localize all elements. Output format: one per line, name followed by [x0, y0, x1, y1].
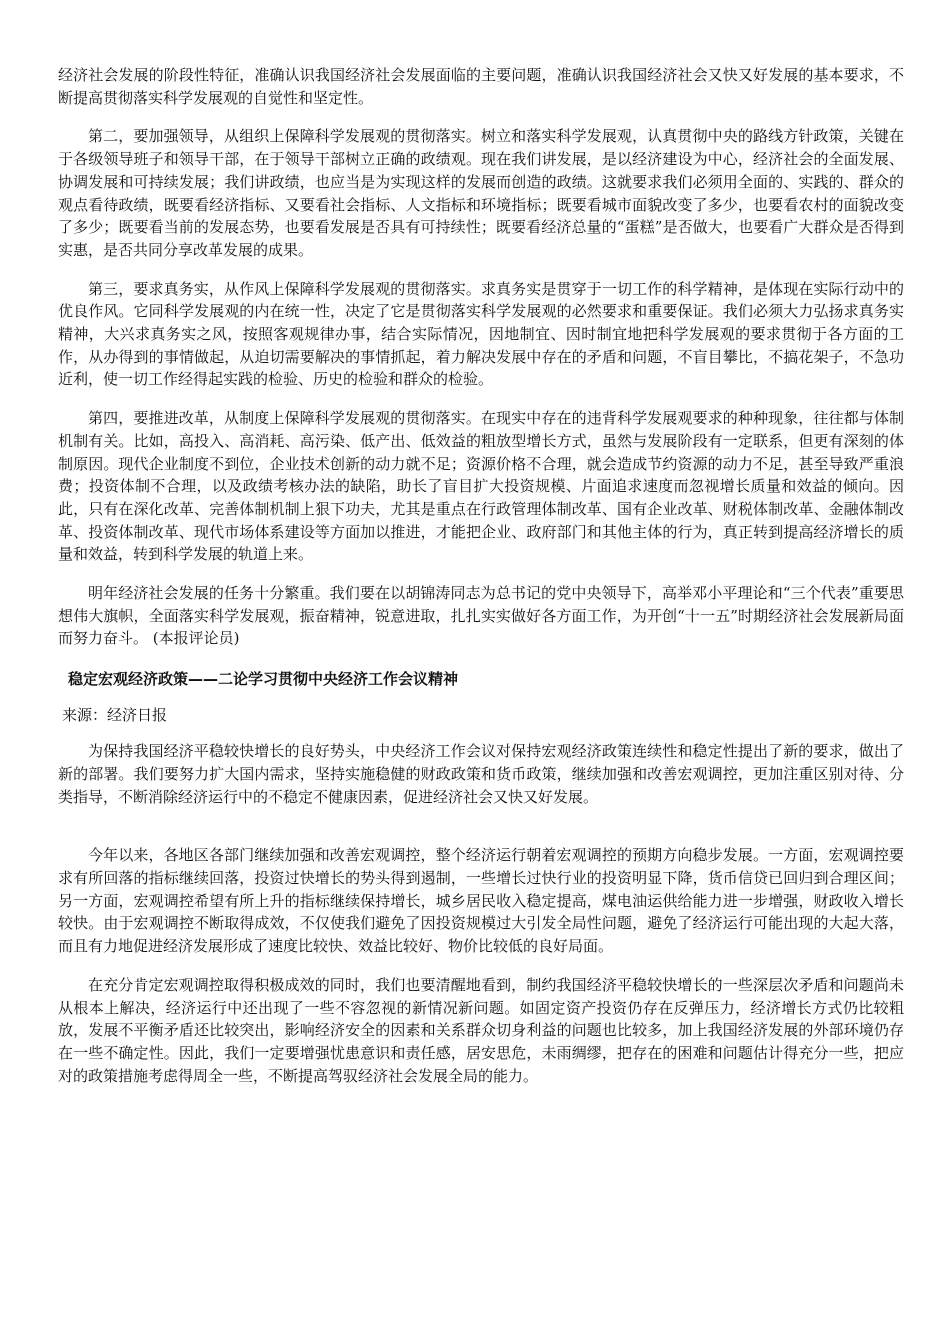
article1-paragraph-continued: 经济社会发展的阶段性特征，准确认识我国经济社会发展面临的主要问题，准确认识我国经济社会又快又好发展的基本要求，不断提高贯彻落实科学发展观的自觉性和坚定性。: [58, 66, 904, 107]
article1-paragraph-third: 第三，要求真务实，从作风上保障科学发展观的贯彻落实。求真务实是贯穿于一切工作的科学精神，是体现在实际行动中的优良作风。它同科学发展观的内在统一性，决定了它是贯彻落实科学发展观的必然要求和重要保证。我们必须大力弘扬求真务实精神，大兴求真务实之风，按照客观规律办事，结合实际情况，因地制宜、因时制宜地把科学发展观的要求贯彻于各方面的工作，从办得到的事情做起，从迫切需要解决的事情抓起，着力解决发展中存在的矛盾和问题，不盲目攀比，不搞花架子，不急功近利，使一切工作经得起实践的检验、历史的检验和群众的检验。: [58, 279, 904, 389]
article1-paragraph-conclusion: 明年经济社会发展的任务十分繁重。我们要在以胡锦涛同志为总书记的党中央领导下，高举邓小平理论和“三个代表”重要思想伟大旗帜，全面落实科学发展观，振奋精神，锐意进取，扎扎实实做好各方面工作，为开创“十一五”时期经济社会发展新局面而努力奋斗。 (本报评论员): [58, 584, 904, 648]
article2-source: 来源：经济日报: [62, 706, 168, 725]
article1-paragraph-second: 第二，要加强领导，从组织上保障科学发展观的贯彻落实。树立和落实科学发展观，认真贯彻中央的路线方针政策，关键在于各级领导班子和领导干部，在于领导干部树立正确的政绩观。现在我们讲发展，是以经济建设为中心，经济社会的全面发展、协调发展和可持续发展；我们讲政绩，也应当是为实现这样的发展而创造的政绩。这就要求我们必须用全面的、实践的、群众的观点看待政绩，既要看经济指标、又要看社会指标、人文指标和环境指标；既要看城市面貌改变了多少，也要看农村的面貌改变了多少；既要看当前的发展态势，也要看发展是否具有可持续性；既要看经济总量的“蛋糕”是否做大，也要看广大群众是否得到实惠，是否共同分享改革发展的成果。: [58, 127, 904, 259]
article2-paragraph-progress: 今年以来，各地区各部门继续加强和改善宏观调控，整个经济运行朝着宏观调控的预期方向稳步发展。一方面，宏观调控要求有所回落的指标继续回落，投资过快增长的势头得到遏制，一些增长过快行业的投资明显下降，货币信贷已回归到合理区间；另一方面，宏观调控希望有所上升的指标继续保持增长，城乡居民收入稳定提高，煤电油运供给能力进一步增强，财政收入增长较快。由于宏观调控不断取得成效，不仅使我们避免了因投资规模过大引发全局性问题，避免了经济运行可能出现的大起大落，而且有力地促进经济发展形成了速度比较快、效益比较好、物价比较低的良好局面。: [58, 846, 904, 956]
article1-paragraph-fourth: 第四，要推进改革，从制度上保障科学发展观的贯彻落实。在现实中存在的违背科学发展观要求的种种现象，往往都与体制机制有关。比如，高投入、高消耗、高污染、低产出、低效益的粗放型增长方式，虽然与发展阶段有一定联系，但更有深刻的体制原因。现代企业制度不到位，企业技术创新的动力就不足；资源价格不合理，就会造成节约资源的动力不足，甚至导致严重浪费；投资体制不合理，以及政绩考核办法的缺陷，助长了盲目扩大投资规模、片面追求速度而忽视增长质量和效益的倾向。因此，只有在深化改革、完善体制机制上狠下功夫，尤其是重点在行政管理体制改革、国有企业改革、财税体制改革、金融体制改革、投资体制改革、现代市场体系建设等方面加以推进，才能把企业、政府部门和其他主体的行为，真正转到提高经济增长的质量和效益，转到科学发展的轨道上来。: [58, 409, 904, 564]
document-page: [58, 64, 904, 1087]
article2-paragraph-intro: 为保持我国经济平稳较快增长的良好势头，中央经济工作会议对保持宏观经济政策连续性和稳定性提出了新的要求，做出了新的部署。我们要努力扩大国内需求，坚持实施稳健的财政政策和货币政策，继续加强和改善宏观调控，更加注重区别对待、分类指导，不断消除经济运行中的不稳定不健康因素，促进经济社会又快又好发展。: [58, 742, 904, 806]
article2-paragraph-problems: 在充分肯定宏观调控取得积极成效的同时，我们也要清醒地看到，制约我国经济平稳较快增长的一些深层次矛盾和问题尚未从根本上解决，经济运行中还出现了一些不容忽视的新情况新问题。如固定资产投资仍存在反弹压力，经济增长方式仍比较粗放，发展不平衡矛盾还比较突出，影响经济安全的因素和关系群众切身利益的问题也比较多，加上我国经济发展的外部环境仍存在一些不确定性。因此，我们一定要增强忧患意识和责任感，居安思危，未雨绸缪，把存在的困难和问题估计得充分一些，把应对的政策措施考虑得周全一些，不断提高驾驭经济社会发展全局的能力。: [58, 975, 904, 1085]
article2-headline: 稳定宏观经济政策——二论学习贯彻中央经济工作会议精神: [68, 670, 459, 689]
